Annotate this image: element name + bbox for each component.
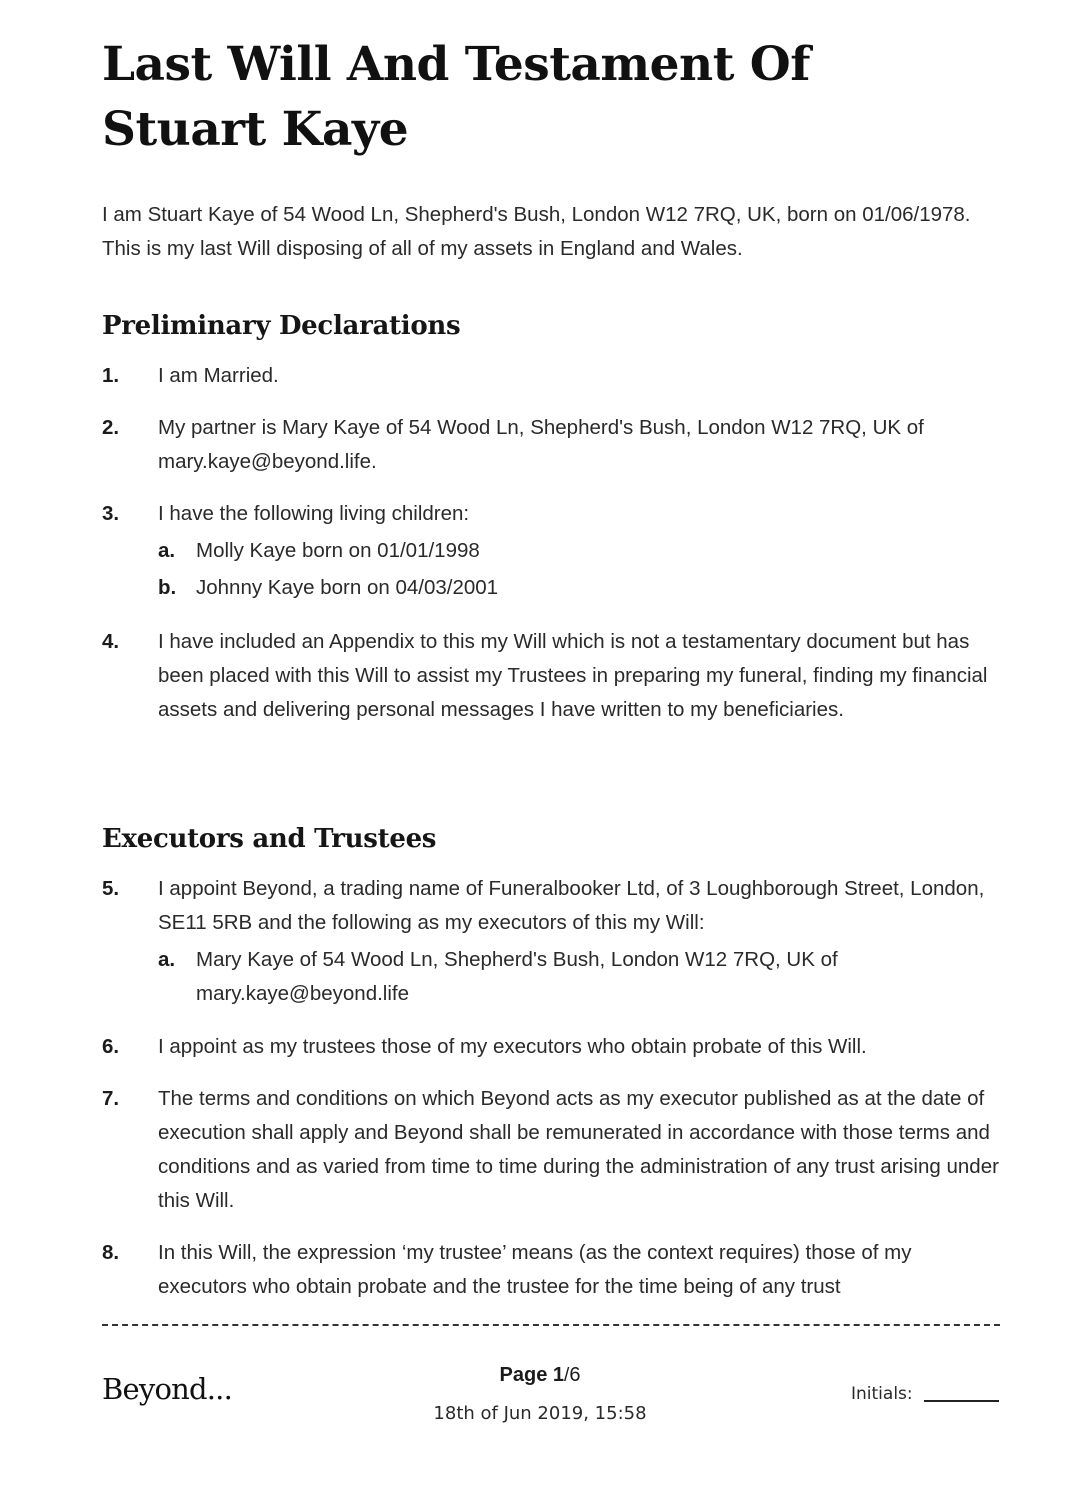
clause-number: 3. xyxy=(102,502,120,525)
page-current: 1 xyxy=(552,1364,565,1386)
document-title xyxy=(102,32,1002,162)
clause-text: I appoint as my trustees those of my executors who obtain probate of this Will. xyxy=(158,1035,867,1058)
sub-clause-letter: b. xyxy=(158,576,177,599)
sub-clause-letter: a. xyxy=(158,948,176,971)
clause-8 xyxy=(102,1236,1002,1304)
sub-clause-3a xyxy=(158,534,1002,568)
clause-6 xyxy=(102,1030,1002,1064)
clause-number: 4. xyxy=(102,630,120,653)
title-line-2: Stuart Kaye xyxy=(102,102,409,157)
clause-text: I appoint Beyond, a trading name of Funeralbooker Ltd, of 3 Loughborough Street, London, SE11 5RB and the following as my executors of this my Will: xyxy=(158,877,985,934)
clause-3 xyxy=(102,497,1002,605)
initials-label: Initials: xyxy=(851,1384,913,1404)
clause-number: 5. xyxy=(102,877,120,900)
sub-clause-letter: a. xyxy=(158,539,176,562)
clause-5 xyxy=(102,872,1002,1011)
sub-clause-text: Johnny Kaye born on 04/03/2001 xyxy=(196,576,499,599)
clause-text: The terms and conditions on which Beyond acts as my executor published as at the date of execution shall apply and Beyond shall be remunerated in accordance with those terms and conditions and as varied from time to time during the administration of any trust arising under this Will. xyxy=(158,1087,999,1212)
page-divider xyxy=(102,1324,1000,1326)
beyond-logo: Beyond... xyxy=(102,1372,233,1406)
page-separator: / xyxy=(564,1365,570,1386)
sub-clause-text: Mary Kaye of 54 Wood Ln, Shepherd's Bush, London W12 7RQ, UK of mary.kaye@beyond.life xyxy=(196,948,838,1005)
sub-clause-3b xyxy=(158,571,1002,605)
clause-text: I am Married. xyxy=(158,364,279,387)
sub-clause-5a xyxy=(158,943,1002,1011)
page-label: Page xyxy=(499,1364,548,1386)
page-total: 6 xyxy=(569,1364,581,1386)
clause-text: I have included an Appendix to this my Will which is not a testamentary document but has been placed with this Will to assist my Trustees in preparing my funeral, finding my financial assets and delivering personal messages I have written to my beneficiaries. xyxy=(158,630,988,721)
initials-line xyxy=(924,1400,999,1402)
clause-number: 1. xyxy=(102,364,120,387)
clause-text: My partner is Mary Kaye of 54 Wood Ln, Shepherd's Bush, London W12 7RQ, UK of mary.kaye@beyond.life. xyxy=(158,416,924,473)
clause-4 xyxy=(102,625,1002,727)
clause-number: 2. xyxy=(102,416,120,439)
generated-timestamp: 18th of Jun 2019, 15:58 xyxy=(433,1403,647,1424)
clause-7 xyxy=(102,1082,1002,1218)
title-line-1: Last Will And Testament Of xyxy=(102,37,810,92)
clause-number: 7. xyxy=(102,1087,120,1110)
clause-2 xyxy=(102,411,1002,479)
clause-1 xyxy=(102,359,1002,393)
page-indicator xyxy=(440,1364,640,1387)
section-heading-preliminary: Preliminary Declarations xyxy=(102,311,461,341)
clause-text: In this Will, the expression ‘my trustee’ means (as the context requires) those of my executors who obtain probate and the trustee for the time being of any trust xyxy=(158,1241,912,1298)
intro-paragraph: I am Stuart Kaye of 54 Wood Ln, Shepherd's Bush, London W12 7RQ, UK, born on 01/06/1978. This is my last Will disposing of all of my assets in England and Wales. xyxy=(102,203,971,260)
section-heading-executors: Executors and Trustees xyxy=(102,824,437,854)
clause-text: I have the following living children: xyxy=(158,502,470,525)
sub-clause-text: Molly Kaye born on 01/01/1998 xyxy=(196,539,480,562)
clause-number: 6. xyxy=(102,1035,120,1058)
clause-number: 8. xyxy=(102,1241,120,1264)
